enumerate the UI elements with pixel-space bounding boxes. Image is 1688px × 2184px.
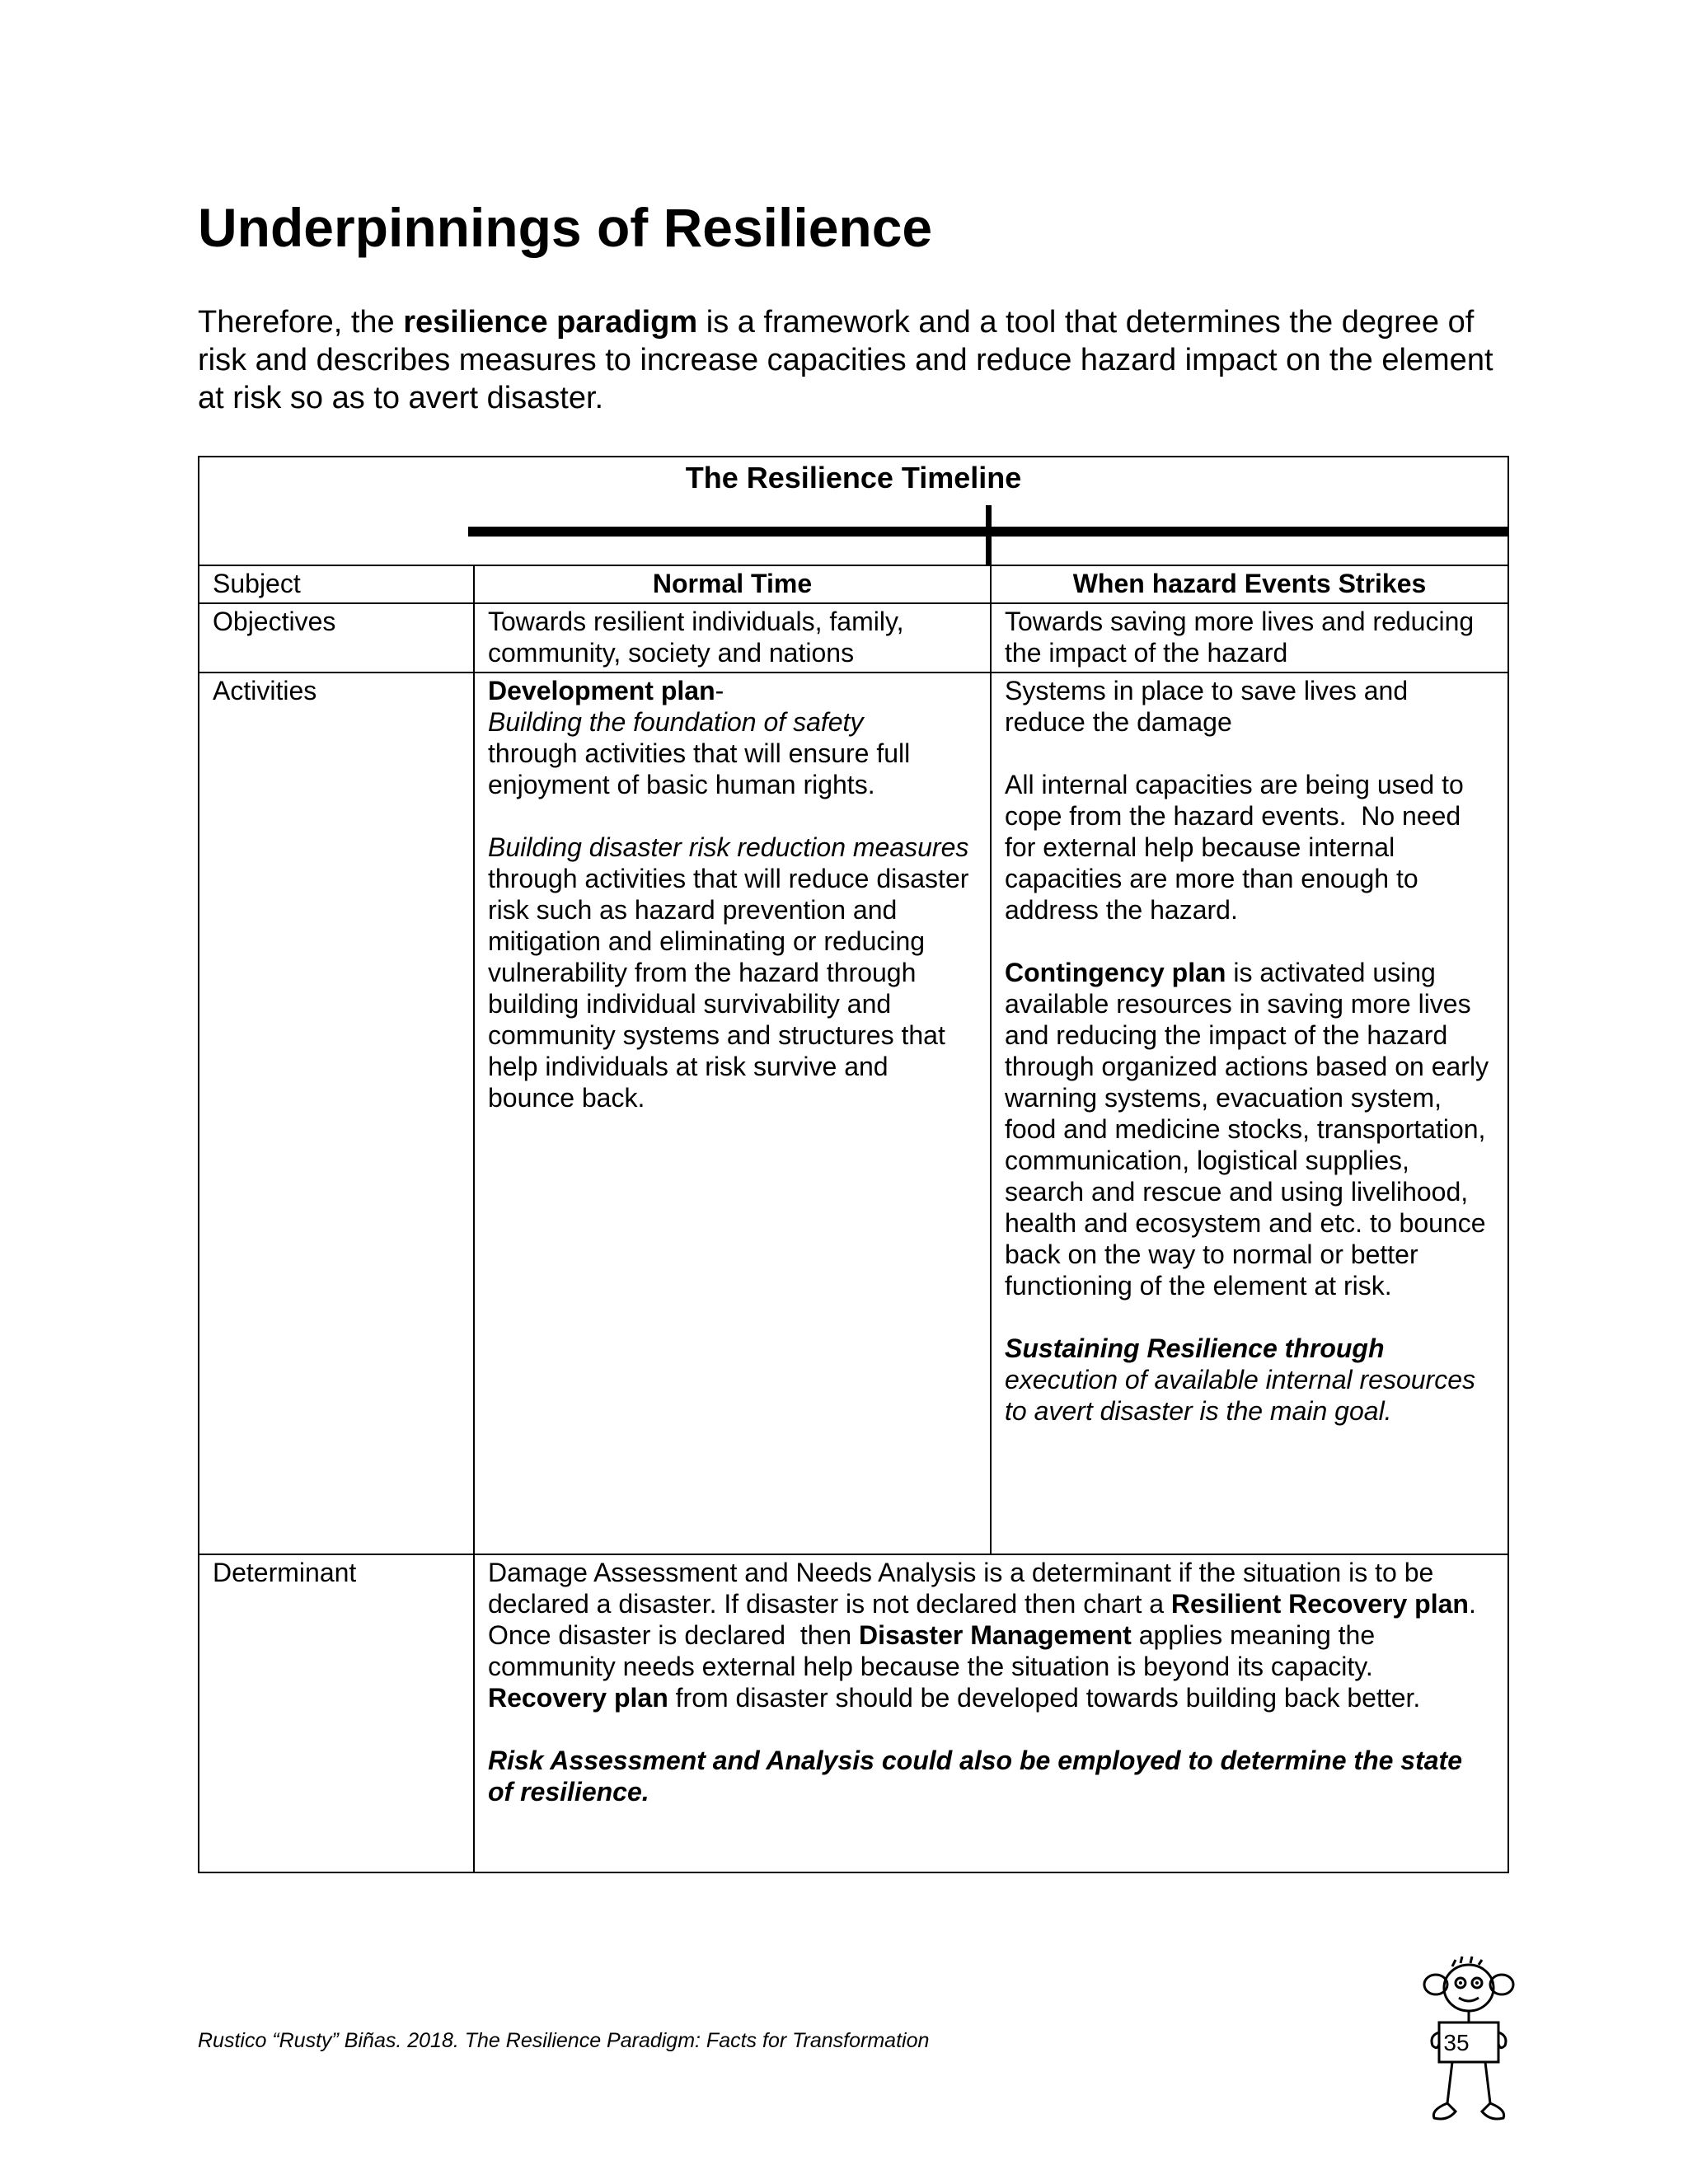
page-number: 35: [1443, 2030, 1470, 2055]
activities-hazard: [991, 673, 1508, 1554]
timeline-cell: [199, 457, 1508, 565]
determinant-paragraph: [488, 1557, 1494, 1713]
internal-capacities-text: All internal capacities are being used to cope from the hazard events. No need for external help because internal capacities are more than enough to address the hazard.: [1005, 770, 1471, 925]
intro-text-2: is a framework and a tool that determines the degree of risk and describes measures to increase capacities and reduce hazard impact on the element at risk so as to avert disaster.: [198, 305, 1493, 415]
development-plan-italic: Building the foundation of safety: [488, 707, 864, 737]
determinant-text-2: . Once disaster is declared then: [488, 1589, 1491, 1650]
development-plan-text: through activities that will ensure full enjoyment of basic human rights.: [488, 738, 911, 799]
systems-text: Systems in place to save lives and reduce the damage: [1005, 676, 1409, 737]
page-title: Underpinnings of Resilience: [198, 197, 933, 258]
timeline-arrow-icon: [199, 457, 1509, 565]
objectives-row: [199, 603, 1508, 673]
footer-citation: Rustico “Rusty” Biñas. 2018. The Resilience Paradigm: Facts for Transformation: [198, 2029, 930, 2052]
determinant-row: [199, 1554, 1508, 1872]
intro-bold-term: resilience paradigm: [403, 305, 698, 340]
timeline-title: The Resilience Timeline: [685, 461, 1022, 494]
development-plan-bold: Development plan: [488, 676, 715, 705]
development-plan-dash: -: [715, 676, 724, 705]
activities-label: Activities: [199, 673, 474, 1554]
determinant-text-1: Damage Assessment and Needs Analysis is a determinant if the situation is to be declared a disaster. If disaster is not declared then chart a: [488, 1558, 1442, 1619]
header-normal-time: Normal Time: [474, 565, 991, 603]
sustaining-italic: execution of available internal resources to avert disaster is the main goal.: [1005, 1365, 1475, 1426]
activities-normal: [474, 673, 991, 1554]
development-plan-heading: [488, 675, 977, 706]
activities-row: [199, 673, 1508, 1554]
contingency-bold: Contingency plan: [1005, 958, 1226, 987]
recovery-plan-bold: Recovery plan: [488, 1683, 668, 1713]
drr-paragraph: [488, 832, 984, 1113]
resilience-table: [198, 456, 1509, 1873]
determinant-text-4: from disaster should be developed towards building back better.: [668, 1683, 1421, 1713]
contingency-paragraph: [1005, 957, 1494, 1301]
determinant-label: Determinant: [199, 1554, 474, 1872]
contingency-text: is activated using available resources in saving more lives and reducing the impact of the hazard through organized actions based on early warning systems, evacuation system, food and medicine stocks, transportation, communication, logistical supplies, search and rescue and using livelihood, health and ecosystem and etc. to bounce back on the way to normal or better functioning of the element at risk.: [1005, 958, 1489, 1301]
header-subject: Subject: [199, 565, 474, 603]
objectives-label: Objectives: [199, 603, 474, 673]
intro-text-1: Therefore, the: [198, 305, 404, 340]
header-hazard: When hazard Events Strikes: [991, 565, 1508, 603]
header-row: [199, 565, 1508, 603]
objectives-hazard: Towards saving more lives and reducing the impact of the hazard: [991, 603, 1508, 673]
drr-italic: Building disaster risk reduction measures: [488, 832, 969, 862]
intro-paragraph: [198, 303, 1517, 417]
objectives-normal: Towards resilient individuals, family, community, society and nations: [474, 603, 991, 673]
timeline-row: [199, 457, 1508, 565]
disaster-management-bold: Disaster Management: [859, 1620, 1132, 1650]
resilient-recovery-plan-bold: Resilient Recovery plan: [1170, 1589, 1469, 1619]
risk-assessment-bold-italic: Risk Assessment and Analysis could also be employed to determine the state of resilience.: [488, 1746, 1462, 1807]
determinant-content: [474, 1554, 1508, 1872]
drr-text: through activities that will reduce disaster risk such as hazard prevention and mitigation and eliminating or reducing vulnerability from the hazard through building individual survivability and community systems and structures that help individuals at risk survive and bounce back.: [488, 832, 984, 1113]
determinant-text-3: applies meaning the community needs external help because the situation is beyond its capacity.: [488, 1620, 1382, 1681]
sustaining-bold-italic: Sustaining Resilience through: [1005, 1333, 1385, 1363]
